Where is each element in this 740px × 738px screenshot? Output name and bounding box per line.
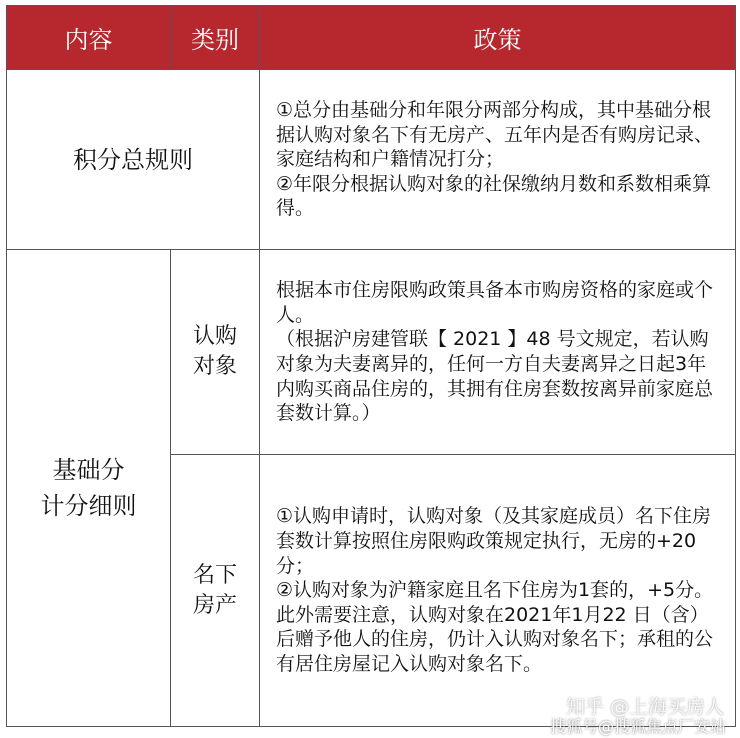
total-rule-label: 积分总规则: [7, 70, 260, 250]
total-rule-line-1: ①总分由基础分和年限分两部分构成，其中基础分根据认购对象名下有无房产、五年内是否有购房记录、家庭结构和户籍情况打分；: [276, 99, 714, 171]
property-line-1: ①认购申请时，认购对象（及其家庭成员）名下住房套数计算按照住房限购政策规定执行，无房的+20分；: [276, 505, 712, 577]
property-line-3: 此外需要注意，认购对象在2021年1月22 日（含）后赠予他人的住房，仍计入认购对象名下；承租的公有居住房屋记入认购对象名下。: [276, 603, 714, 675]
subject-policy: [260, 250, 736, 455]
subject-label: [171, 250, 260, 455]
zhihu-watermark: 知乎 @上海买房人: [565, 696, 724, 718]
sohu-watermark: 搜狐号@搜狐焦点厂安站: [549, 717, 726, 736]
basic-score-label-line-2: 计分细则: [40, 492, 137, 520]
header-content: 内容: [7, 6, 171, 70]
row-subject: [7, 250, 736, 455]
basic-score-label-line-1: 基础分: [52, 456, 125, 484]
property-policy: [260, 455, 736, 727]
subject-label-line-2: 对象: [192, 354, 237, 379]
property-line-2: ②认购对象为沪籍家庭且名下住房为1套的，+5分。: [276, 579, 714, 602]
basic-score-label: [7, 250, 171, 727]
total-rule-policy: [260, 70, 736, 250]
header-category: 类别: [171, 6, 260, 70]
header-policy: 政策: [260, 6, 736, 70]
property-label: [171, 455, 260, 727]
subject-label-line-1: 认购: [192, 324, 237, 349]
property-label-line-1: 名下: [192, 562, 237, 588]
property-label-line-2: 房产: [192, 592, 237, 618]
subject-line-2: （根据沪房建管联【 2021 】48 号文规定，若认购对象为夫妻离异的，任何一方自夫妻离异之日起3年内购买商品住房的，其拥有住房套数按离异前家庭总套数计算。）: [276, 328, 714, 425]
total-rule-line-2: ②年限分根据认购对象的社保缴纳月数和系数相乘算得。: [276, 172, 712, 220]
subject-line-1: 根据本市住房限购政策具备本市购房资格的家庭或个人。: [276, 279, 714, 326]
policy-table: [6, 5, 736, 727]
row-total-rule: [7, 70, 736, 250]
header-row: [7, 6, 736, 70]
